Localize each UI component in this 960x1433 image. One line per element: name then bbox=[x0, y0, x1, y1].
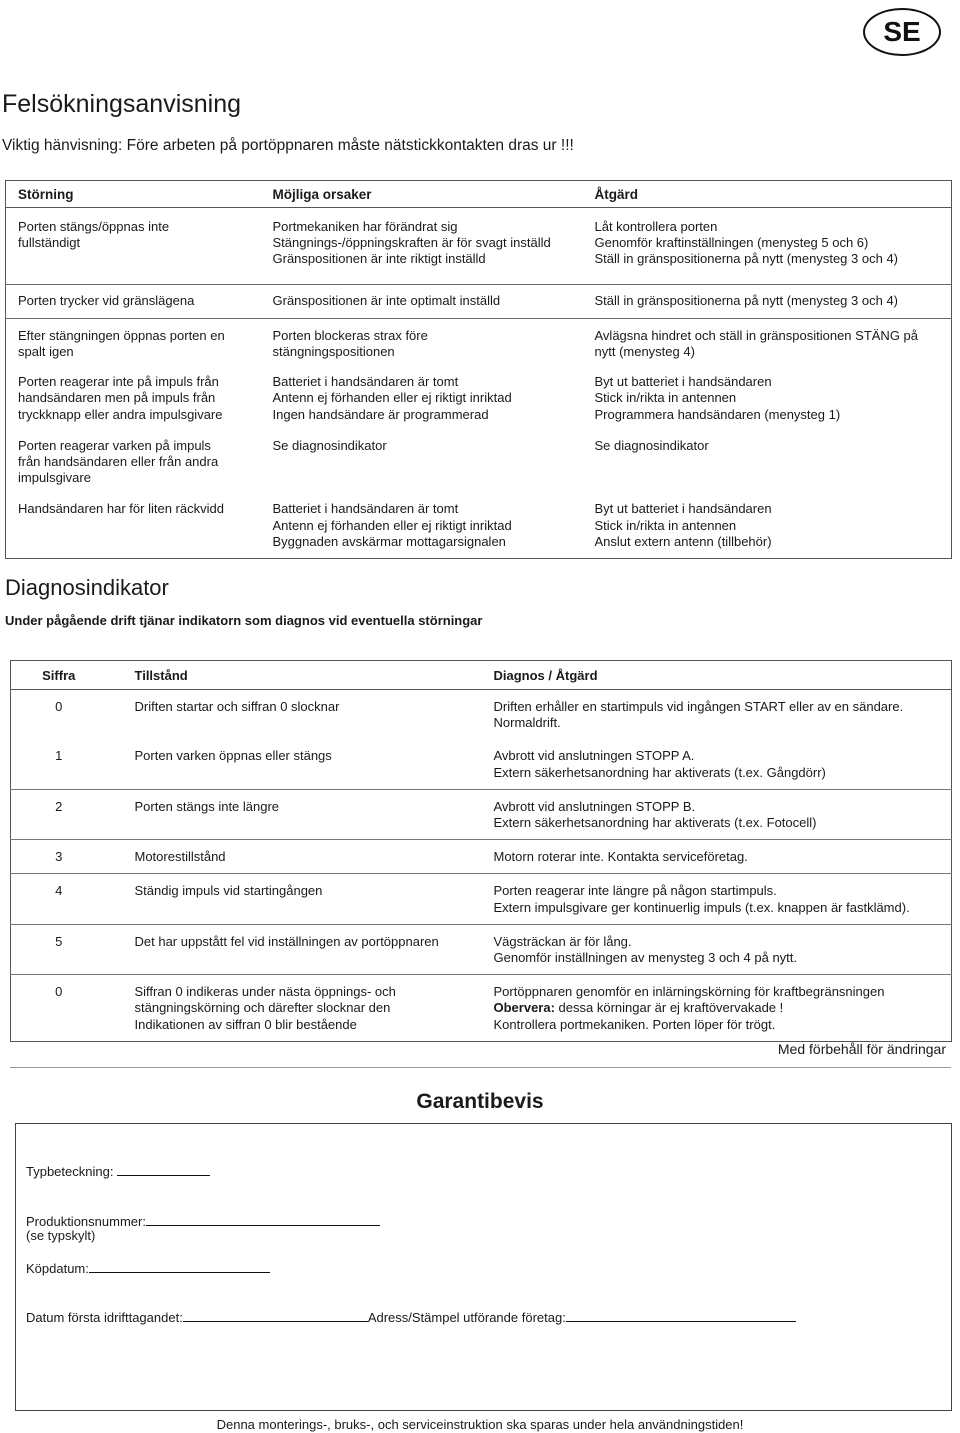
cell-line: Porten stängs/öppnas inte bbox=[18, 219, 170, 234]
problem-cell bbox=[6, 318, 261, 374]
footer-note: Denna monterings-, bruks-, och serviceinstruktion ska sparas under hela användningstiden! bbox=[216, 1417, 744, 1432]
type-blank[interactable] bbox=[117, 1162, 210, 1176]
cell-line: Se diagnosindikator bbox=[594, 437, 709, 453]
diagnosis-row bbox=[11, 874, 952, 924]
causes-cell bbox=[261, 374, 583, 438]
digit-cell: 0 bbox=[55, 699, 63, 714]
address-blank[interactable] bbox=[566, 1308, 796, 1322]
purchase-field[interactable] bbox=[26, 1259, 270, 1276]
diagnosis-cell bbox=[494, 874, 952, 924]
cell-line: Indikationen av siffran 0 blir bestående bbox=[134, 1016, 357, 1032]
digit-cell: 5 bbox=[11, 924, 107, 974]
cell-line: Stick in/rikta in antennen bbox=[594, 390, 737, 406]
diagnosis-row bbox=[11, 975, 952, 1042]
cell-line: Stick in/rikta in antennen bbox=[594, 517, 737, 533]
table-row bbox=[6, 284, 952, 318]
diagnosis-subtitle: Under pågående drift tjänar indikatorn som diagnos vid eventuella störningar bbox=[5, 613, 483, 628]
cell-line: spalt igen bbox=[18, 344, 74, 360]
cell-line: Antenn ej förhanden eller ej riktigt inriktad bbox=[272, 390, 512, 406]
cell-line: Motorestillstånd bbox=[134, 849, 226, 865]
actions-cell bbox=[583, 318, 952, 374]
header-problem: Störning bbox=[6, 181, 261, 208]
cell-line: stängningspositionen bbox=[272, 344, 395, 360]
cell-line: Efter stängningen öppnas porten en bbox=[18, 327, 225, 343]
actions-cell bbox=[583, 374, 952, 438]
cell-line: Genomför kraftinställningen (menysteg 5 och 6) bbox=[594, 235, 869, 251]
actions-cell bbox=[583, 284, 952, 318]
state-cell bbox=[107, 874, 494, 924]
header-state: Tillstånd bbox=[107, 661, 494, 690]
diagnosis-table bbox=[10, 660, 952, 1042]
first-use-label: Datum första idrifttagandet: bbox=[26, 1310, 183, 1325]
cell-line bbox=[494, 1000, 952, 1016]
serial-blank[interactable] bbox=[146, 1212, 380, 1226]
digit-cell: 1 bbox=[55, 748, 63, 764]
country-badge: SE bbox=[863, 8, 941, 56]
actions-cell bbox=[583, 208, 952, 285]
state-cell bbox=[107, 840, 494, 874]
cell-line: Batteriet i handsändaren är tomt bbox=[272, 501, 459, 517]
table-header-row bbox=[6, 181, 952, 208]
cell-line: Ingen handsändare är programmerad bbox=[272, 406, 489, 422]
cell-line: Batteriet i handsändaren är tomt bbox=[272, 374, 459, 390]
reservation-note: Med förbehåll för ändringar bbox=[777, 1041, 946, 1057]
page-title: Felsökningsanvisning bbox=[2, 90, 242, 118]
cell-line: Driften startar och siffran 0 slocknar bbox=[134, 699, 340, 714]
cell-line: Gränspositionen är inte riktigt inställd bbox=[272, 251, 486, 267]
diagnosis-cell bbox=[494, 975, 952, 1042]
cell-line: fullständigt bbox=[18, 235, 81, 251]
diagnosis-cell bbox=[494, 739, 952, 789]
table-row bbox=[6, 501, 952, 558]
safety-notice: Viktig hänvisning: Före arbeten på portöppnaren måste nätstickkontakten dras ur !!! bbox=[2, 137, 574, 154]
cell-line: Låt kontrollera porten bbox=[594, 219, 718, 234]
purchase-label: Köpdatum: bbox=[26, 1261, 89, 1276]
troubleshooting-table bbox=[5, 180, 952, 559]
problem-cell bbox=[6, 374, 261, 438]
cell-line: Vägsträckan är för lång. bbox=[493, 933, 632, 949]
cell-line: Byt ut batteriet i handsändaren bbox=[594, 501, 772, 517]
state-cell bbox=[107, 975, 494, 1042]
cell-line: stängningskörning och därefter slocknar den bbox=[134, 1000, 391, 1016]
cell-line: Handsändaren har för liten räckvidd bbox=[18, 501, 224, 517]
cell-line: Avbrott vid anslutningen STOPP B. bbox=[493, 798, 696, 814]
cell-line: Driften erhåller en startimpuls vid ingången START eller av en sändare. bbox=[493, 699, 904, 714]
cell-line: handsändaren men på impuls från bbox=[18, 390, 216, 406]
digit-cell: 2 bbox=[11, 789, 107, 839]
cell-line: Porten reagerar varken på impuls bbox=[18, 437, 211, 453]
digit-cell: 0 bbox=[11, 975, 107, 1042]
state-cell bbox=[107, 690, 494, 740]
cell-line: Extern säkerhetsanordning har aktiverats (t.ex. Fotocell) bbox=[493, 815, 817, 831]
address-label: Adress/Stämpel utförande företag: bbox=[367, 1310, 566, 1325]
causes-cell bbox=[261, 501, 583, 558]
diagnosis-title: Diagnosindikator bbox=[5, 575, 169, 600]
problem-cell bbox=[6, 284, 261, 318]
problem-cell bbox=[6, 501, 261, 558]
cell-line: Porten stängs inte längre bbox=[134, 798, 280, 814]
warranty-title: Garantibevis bbox=[416, 1090, 544, 1113]
serial-note: (se typskylt) bbox=[26, 1228, 96, 1243]
cell-line: Byggnaden avskärmar mottagarsignalen bbox=[272, 533, 506, 549]
header-actions: Åtgärd bbox=[583, 181, 952, 208]
cell-line: Porten varken öppnas eller stängs bbox=[134, 748, 332, 764]
cell-line: Programmera handsändaren (menysteg 1) bbox=[594, 406, 841, 422]
cell-line: Stängnings-/öppningskraften är för svagt inställd bbox=[272, 235, 551, 251]
cell-line: Avbrott vid anslutningen STOPP A. bbox=[493, 748, 695, 764]
observe-text: dessa körningar är ej kraftövervakade ! bbox=[554, 1000, 784, 1016]
purchase-blank[interactable] bbox=[89, 1259, 270, 1273]
cell-line: Ständig impuls vid startingången bbox=[134, 883, 323, 899]
causes-cell bbox=[261, 284, 583, 318]
problem-cell bbox=[6, 438, 261, 502]
diagnosis-row bbox=[11, 924, 952, 974]
cell-line: Kontrollera portmekaniken. Porten löper för trögt. bbox=[493, 1016, 776, 1032]
diagnosis-cell bbox=[494, 924, 952, 974]
cell-line: nytt (menysteg 4) bbox=[594, 344, 695, 360]
cell-line: Ställ in gränspositionerna på nytt (menysteg 3 och 4) bbox=[594, 251, 899, 267]
serial-label: Produktionsnummer: bbox=[26, 1214, 146, 1229]
table-row bbox=[6, 208, 952, 285]
cell-line: Byt ut batteriet i handsändaren bbox=[594, 374, 772, 390]
cell-line: Gränspositionen är inte optimalt inställd bbox=[272, 292, 501, 308]
cell-line: Porten trycker vid gränslägena bbox=[18, 292, 195, 308]
type-field[interactable] bbox=[26, 1162, 210, 1179]
cell-line: Anslut extern antenn (tillbehör) bbox=[594, 533, 772, 549]
cell-line: Genomför inställningen av menysteg 3 och 4 på nytt. bbox=[493, 950, 798, 966]
cell-line: Siffran 0 indikeras under nästa öppnings- och bbox=[134, 984, 396, 1000]
divider bbox=[10, 1067, 951, 1068]
cell-line: Portmekaniken har förändrat sig bbox=[272, 219, 458, 234]
diagnosis-cell bbox=[494, 789, 952, 839]
cell-line: Det har uppstått fel vid inställningen av portöppnaren bbox=[134, 933, 439, 949]
cell-line: Extern säkerhetsanordning har aktiverats (t.ex. Gångdörr) bbox=[493, 764, 826, 780]
state-cell bbox=[107, 924, 494, 974]
state-cell bbox=[107, 789, 494, 839]
actions-cell bbox=[583, 438, 952, 502]
cell-line: impulsgivare bbox=[18, 470, 91, 486]
observe-label: Obervera: bbox=[493, 1000, 555, 1016]
diagnosis-row bbox=[11, 789, 952, 839]
cell-line: Avlägsna hindret och ställ in gränspositionen STÄNG på bbox=[594, 327, 919, 343]
diagnosis-cell bbox=[494, 840, 952, 874]
first-use-blank[interactable] bbox=[183, 1308, 368, 1322]
actions-cell bbox=[583, 501, 952, 558]
problem-cell bbox=[6, 208, 261, 285]
causes-cell bbox=[261, 208, 583, 285]
cell-line: Normaldrift. bbox=[493, 715, 561, 731]
cell-line: Motorn roterar inte. Kontakta serviceföretag. bbox=[493, 849, 748, 865]
cell-line: Porten reagerar inte på impuls från bbox=[18, 374, 219, 390]
header-digit: Siffra bbox=[11, 661, 107, 690]
warranty-form bbox=[15, 1123, 952, 1411]
causes-cell bbox=[261, 438, 583, 502]
state-cell bbox=[107, 739, 494, 789]
cell-line: Antenn ej förhanden eller ej riktigt inriktad bbox=[272, 517, 512, 533]
diagnosis-cell bbox=[494, 690, 952, 740]
table-row bbox=[6, 438, 952, 502]
cell-line: Ställ in gränspositionerna på nytt (menysteg 3 och 4) bbox=[594, 292, 899, 308]
cell-line: tryckknapp eller andra impulsgivare bbox=[18, 406, 223, 422]
diagnosis-header-row bbox=[11, 661, 952, 690]
header-causes: Möjliga orsaker bbox=[261, 181, 583, 208]
header-diagnosis: Diagnos / Åtgärd bbox=[494, 661, 952, 690]
diagnosis-row bbox=[11, 690, 952, 740]
diagnosis-row bbox=[11, 739, 952, 789]
table-row bbox=[6, 318, 952, 374]
cell-line: Porten blockeras strax före bbox=[272, 327, 428, 343]
digit-cell: 4 bbox=[11, 874, 107, 924]
diagnosis-row bbox=[11, 840, 952, 874]
first-use-field[interactable] bbox=[26, 1308, 796, 1325]
cell-line: Extern impulsgivare ger kontinuerlig impuls (t.ex. knappen är fastklämd). bbox=[493, 899, 910, 915]
serial-field[interactable] bbox=[26, 1212, 380, 1229]
table-row bbox=[6, 374, 952, 438]
cell-line: Porten reagerar inte längre på någon startimpuls. bbox=[493, 883, 777, 899]
cell-line: från handsändaren eller från andra bbox=[18, 454, 219, 470]
digit-cell: 3 bbox=[11, 840, 107, 874]
cell-line: Se diagnosindikator bbox=[272, 437, 387, 453]
cell-line: Portöppnaren genomför en inlärningskörning för kraftbegränsningen bbox=[493, 984, 885, 1000]
type-label: Typbeteckning: bbox=[26, 1164, 114, 1179]
causes-cell bbox=[261, 318, 583, 374]
